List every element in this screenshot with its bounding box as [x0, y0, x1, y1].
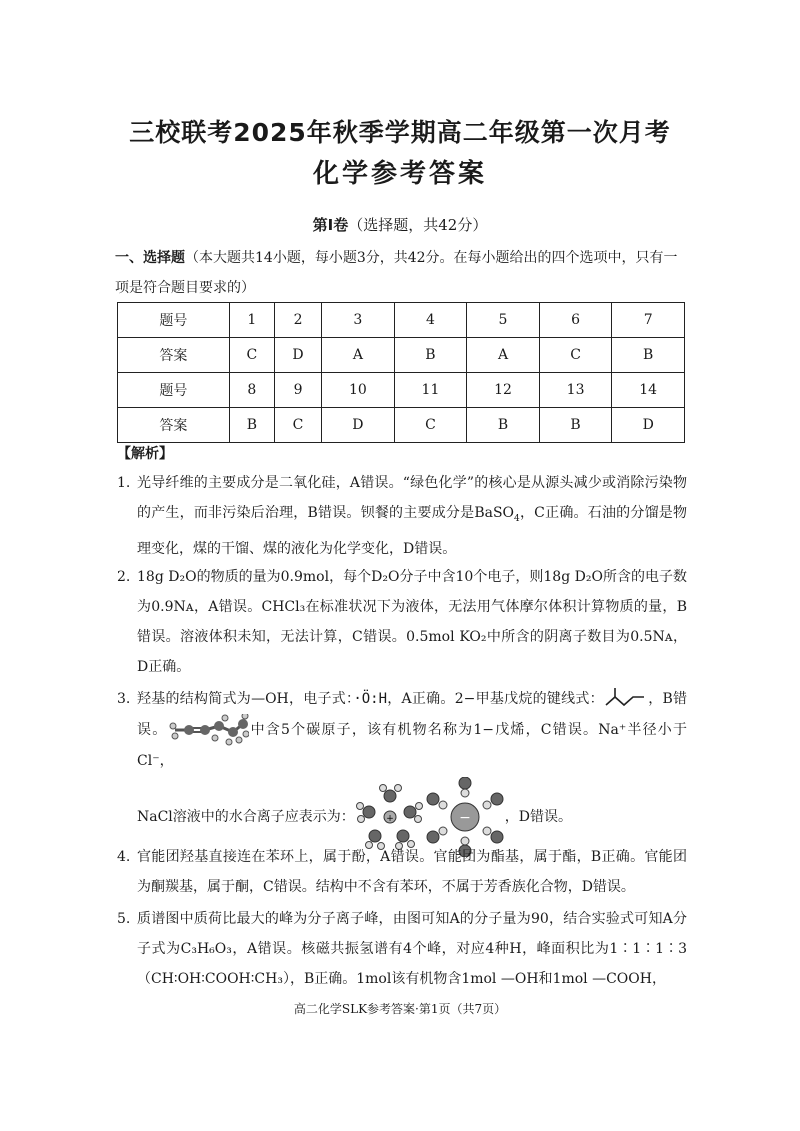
subscript: 4: [514, 513, 520, 524]
item-text-part: ，B错误。: [137, 691, 688, 738]
table-cell: B: [229, 408, 274, 443]
table-cell: D: [274, 338, 321, 373]
skeletal-formula-icon: [604, 687, 648, 711]
table-cell: B: [394, 338, 467, 373]
table-cell: B: [467, 408, 540, 443]
table-cell: 2: [274, 303, 321, 338]
exam-title: 三校联考2025年秋季学期高二年级第一次月考: [129, 118, 671, 147]
table-cell: 3: [322, 303, 395, 338]
row-label: 答案: [118, 408, 230, 443]
list-item: [117, 562, 687, 682]
item-number: 2.: [117, 569, 131, 585]
table-cell: C: [229, 338, 274, 373]
row-label: 答案: [118, 338, 230, 373]
item-text: [137, 468, 687, 564]
part-intro: [115, 243, 690, 303]
table-cell: D: [322, 408, 395, 443]
list-item: [117, 684, 687, 858]
part-desc: （本大题共14小题，每小题3分，共42分。在每小题给出的四个选项中，只有一项是符合题目要求的）: [115, 250, 678, 296]
row-label: 题号: [118, 373, 230, 408]
table-cell: 4: [394, 303, 467, 338]
row-label: 题号: [118, 303, 230, 338]
table-cell: C: [539, 338, 612, 373]
table-cell: B: [612, 338, 685, 373]
table-cell: B: [539, 408, 612, 443]
electron-formula: ·Ö:H: [353, 691, 388, 707]
item-number: 4.: [117, 849, 131, 865]
table-cell: 9: [274, 373, 321, 408]
table-row: [118, 408, 685, 443]
item-text-part: 中含5个碳原子，该有机物名称为1−戊烯，C错误。Na⁺半径小于Cl⁻，: [137, 722, 687, 769]
item-number: 1.: [117, 475, 131, 491]
table-row: [118, 303, 685, 338]
table-cell: 13: [539, 373, 612, 408]
item-number: 3.: [117, 691, 131, 707]
part-label: 一、选择题: [115, 250, 185, 266]
table-cell: 14: [612, 373, 685, 408]
table-row: [118, 373, 685, 408]
item-text-part: ，A正确。2−甲基戊烷的键线式：: [387, 691, 604, 707]
table-cell: 12: [467, 373, 540, 408]
table-cell: 6: [539, 303, 612, 338]
page-footer: 高二化学SLK参考答案·第1页（共7页）: [293, 1002, 507, 1016]
item-number: 5.: [117, 911, 131, 927]
table-cell: 5: [467, 303, 540, 338]
table-cell: 1: [229, 303, 274, 338]
item-text-part: 羟基的结构简式为—OH，电子式：: [137, 691, 354, 707]
item-text: 18g D₂O的物质的量为0.9mol，每个D₂O分子中含10个电子，则18g D₂O所含的电子数为0.9Nᴀ，A错误。CHCl₃在标准状况下为液体，无法用气体摩尔体积计算物质的量，B错误。溶液体积未知，无法计算，C错误。0.5mol KO₂中所含的阴离子数目为0.5Nᴀ，D正确。: [137, 569, 687, 675]
list-item: [117, 468, 687, 564]
item-text: 官能团羟基直接连在苯环上，属于酚，A错误。官能团为酯基，属于酯，B正确。官能团为酮羰基，属于酮，C错误。结构中不含有苯环，不属于芳香族化合物，D错误。: [137, 849, 687, 895]
volume-desc: （选择题，共42分）: [348, 216, 488, 234]
item-text-part: ，D错误。: [504, 809, 573, 825]
item-text: [137, 684, 687, 858]
table-cell: 10: [322, 373, 395, 408]
item-text-part: NaCl溶液中的水合离子应表示为：: [137, 809, 355, 825]
table-cell: A: [467, 338, 540, 373]
ball-stick-model-icon: [167, 714, 249, 746]
table-cell: 11: [394, 373, 467, 408]
table-cell: 8: [229, 373, 274, 408]
volume-heading: [0, 214, 800, 235]
table-cell: C: [394, 408, 467, 443]
item-text-part: 光导纤维的主要成分是二氧化硅，A错误。“绿色化学”的核心是从源头减少或消除污染物的产生，而非污染后治理，B错误。钡餐的主要成分是BaSO: [137, 475, 687, 521]
table-cell: A: [322, 338, 395, 373]
svg-text:+: +: [386, 814, 394, 824]
item-text-part: ，C正确。石油的分馏是物理变化，煤的干馏、煤的液化为化学变化，D错误。: [137, 505, 687, 557]
list-item: [117, 904, 687, 994]
table-cell: 7: [612, 303, 685, 338]
table-row: [118, 338, 685, 373]
list-item: [117, 842, 687, 902]
exam-subtitle: 化学参考答案: [312, 159, 487, 189]
answer-table: [117, 302, 685, 443]
svg-text:−: −: [458, 810, 471, 826]
item-text: 质谱图中质荷比最大的峰为分子离子峰，由图可知A的分子量为90，结合实验式可知A分子式为C₃H₆O₃，A错误。核磁共振氢谱有4个峰，对应4种H，峰面积比为1∶1∶1∶3（CH∶OH∶COOH∶CH₃），B正确。1mol该有机物含1mol —OH和1mol —COOH，: [137, 911, 687, 987]
table-cell: C: [274, 408, 321, 443]
table-cell: D: [612, 408, 685, 443]
volume-label: 第Ⅰ卷: [312, 216, 349, 234]
analysis-heading: 【解析】: [117, 446, 173, 462]
